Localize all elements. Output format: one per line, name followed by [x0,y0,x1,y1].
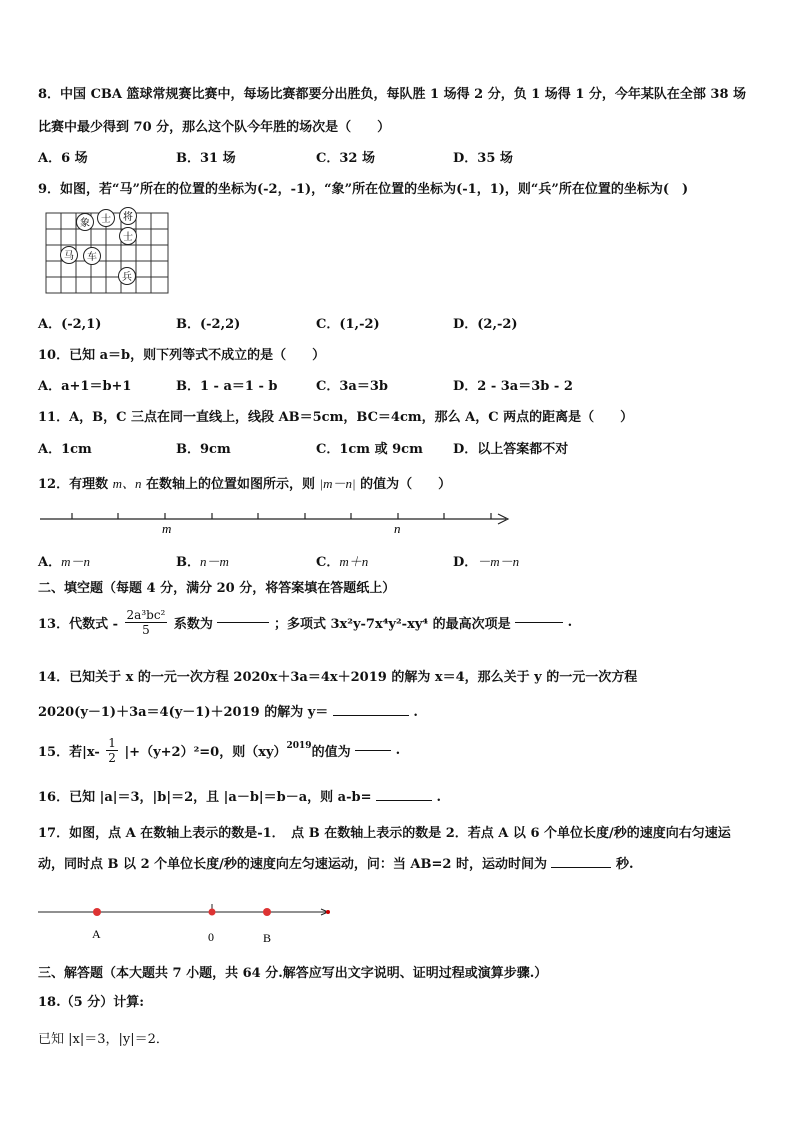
q9-chess-board-figure [44,205,172,297]
q8-line1: 8．中国 CBA 篮球常规赛比赛中，每场比赛都要分出胜负，每队胜 1 场得 2 分，负 1 场得 1 分，今年某队在全部 38 场 [38,87,747,102]
q10-option-c: C．3a＝3b [316,379,388,394]
q12-mid: 在数轴上的位置如图所示，则 [146,477,316,492]
q8-option-b: B．31 场 [176,151,236,166]
q12-option-a: A．m－n [38,554,90,570]
chess-label-jiang: 将 [123,212,133,223]
q17-line2 [38,853,634,872]
q10-text: 10．已知 a＝b，则下列等式不成立的是（ ） [38,348,326,363]
q17-line1: 17．如图，点 A 在数轴上表示的数是-1． 点 B 在数轴上表示的数是 2．若点 A 以 6 个单位长度/秒的速度向右匀速运 [38,826,731,841]
q9-option-c: C．(1,-2) [316,317,380,332]
q16-end: . [436,790,442,805]
q15-numerator: 1 [108,736,116,750]
q12-post: 的值为（ ） [360,477,452,492]
q16-body: 16．已知 |a|＝3，|b|＝2，且 |a－b|＝b－a，则 a-b= [38,790,372,805]
q8-line2: 比赛中最少得到 70 分，那么这个队今年胜的场次是（ ） [38,120,391,135]
q15-text [38,736,400,765]
q15-exponent: 2019 [286,741,312,751]
q15-mid: |+（y+2）²=0，则（xy） [124,745,287,760]
q13-end: . [567,615,573,630]
q13-fraction [125,608,168,637]
q9-option-d: D．(2,-2) [453,317,518,332]
q17-label-o: 0 [208,930,214,944]
q12-pre: 12．有理数 [38,477,109,492]
q11-option-b: B．9cm [176,442,231,457]
q15-fraction [106,736,118,765]
q10-option-b: B．1 - a＝1 - b [176,379,278,394]
q11-option-d: D．以上答案都不对 [453,442,569,457]
q18-title: 18.（5 分）计算: [38,995,144,1010]
chess-label-bing: 兵 [122,272,132,283]
chess-label-ma: 马 [64,251,74,262]
q12-option-d: D．－m－n [453,554,520,570]
q12-option-b: B．n－m [176,554,229,570]
q17-point-origin [209,909,216,916]
chess-label-xiang: 象 [80,218,90,229]
q13-pre: 13．代数式 - [38,617,119,632]
section-3-heading: 三、解答题（本大题共 7 小题，共 64 分.解答应写出文字说明、证明过程或演算步骤.） [38,966,548,981]
q14-line2 [38,701,418,720]
q15-denominator: 2 [108,751,116,765]
q11-option-c: C．1cm 或 9cm [316,442,423,457]
q17-end: 秒. [616,857,634,872]
q12-abs-expression: |m－n| [319,476,356,491]
q8-option-a: A．6 场 [38,151,88,166]
q17-point-b [263,908,271,916]
q13-mid: 系数为 [173,617,213,632]
q17-number-line [36,900,336,946]
q12-text [38,473,451,492]
q9-text: 9．如图，若“马”所在的位置的坐标为(-2，-1)，“象”所在位置的坐标为(-1，1)，则“兵”所在位置的坐标为( ) [38,182,689,197]
section-2-heading: 二、填空题（每题 4 分，满分 20 分，将答案填在答题纸上） [38,581,396,596]
q16-text [38,786,441,805]
q13-blank-2[interactable] [515,622,563,623]
q16-blank[interactable] [376,800,432,801]
chess-label-shi-2: 士 [123,232,133,243]
q12-vars: m、n [112,476,142,491]
q10-option-a: A．a+1＝b+1 [38,379,132,394]
q14-end: . [413,705,418,720]
q12-label-n: n [394,521,401,536]
q14-line1: 14．已知关于 x 的一元一次方程 2020x＋3a＝4x＋2019 的解为 x＝4，那么关于 y 的一元一次方程 [38,670,638,685]
q14-blank[interactable] [333,715,409,716]
q11-text: 11．A，B，C 三点在同一直线上，线段 AB＝5cm，BC＝4cm，那么 A，C 两点的距离是（ ） [38,410,634,425]
q13-denominator: 5 [142,623,150,637]
q8-option-d: D．35 场 [453,151,513,166]
q12-option-c: C．m＋n [316,554,369,570]
q13-numerator: 2a³bc² [126,608,166,622]
chess-label-che: 车 [87,252,97,263]
q10-option-d: D．2 - 3a＝3b - 2 [453,379,573,394]
q17-blank[interactable] [551,867,611,868]
q17-point-a [93,908,101,916]
chess-label-shi-1: 士 [101,214,111,225]
q17-label-b: B [263,931,272,945]
q14-line2-text: 2020(y－1)＋3a＝4(y－1)＋2019 的解为 y＝ [38,705,329,720]
q15-blank[interactable] [355,750,391,751]
q12-label-m: m [162,521,172,536]
q13-text [38,608,572,637]
q15-end: . [395,743,401,758]
q13-blank-1[interactable] [217,622,269,623]
q15-pre: 15．若|x- [38,745,100,760]
q18-given: 已知 |x|＝3，|y|＝2． [38,1032,169,1047]
q11-option-a: A．1cm [38,442,92,457]
q17-label-a: A [92,927,101,941]
q8-option-c: C．32 场 [316,151,375,166]
q15-post: 的值为 [311,745,351,760]
q13-mid2: ；多项式 3x²y-7x⁴y²-xy⁴ 的最高次项是 [273,617,511,632]
q9-option-b: B．(-2,2) [176,317,241,332]
q12-number-line [38,508,513,536]
q17-line2-text: 动，同时点 B 以 2 个单位长度/秒的速度向左匀速运动，问：当 AB=2 时，运动时间为 [38,857,547,872]
q9-option-a: A．(-2,1) [38,317,102,332]
